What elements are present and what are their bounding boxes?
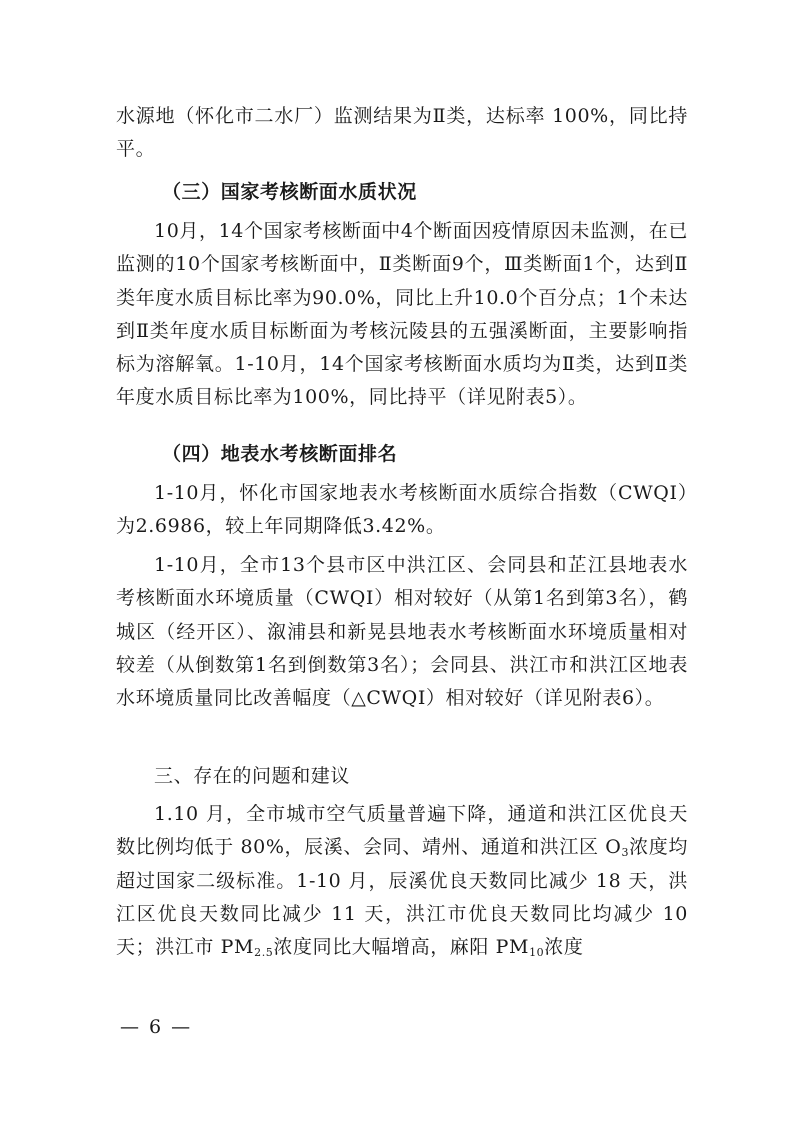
subscript-o3: 3 bbox=[621, 846, 630, 860]
paragraph-national-sections: 10月，14个国家考核断面中4个断面因疫情原因未监测，在已监测的10个国家考核断面中，Ⅱ类断面9个，Ⅲ类断面1个，达到Ⅱ类年度水质目标比率为90.0%，同比上升10.0个百分点；1个未达到Ⅱ类年度水质目标断面为考核沅陵县的五强溪断面，主要影响指标为溶解氧。1-10月，14个国家考核断面水质均为Ⅱ类，达到Ⅱ类年度水质目标比率为100%，同比持平（详见附表5）。 bbox=[116, 220, 688, 409]
paragraph-text-part: 浓度均超过国家二级标准。1-10 月，辰溪优良天数同比减少 18 天，洪江区优良天数同比减少 11 天，洪江市优良天数同比均减少 10 天；洪江市 PM bbox=[116, 836, 688, 959]
paragraph-cwqi-index: 1-10月，怀化市国家地表水考核断面水质综合指数（CWQI）为2.6986，较上年同期降低3.42%。 bbox=[116, 482, 688, 538]
page-number: — 6 — bbox=[120, 1016, 193, 1038]
heading-ranking: （四）地表水考核断面排名 bbox=[162, 443, 398, 465]
subscript-pm25: 2.5 bbox=[254, 946, 274, 960]
paragraph-air-quality bbox=[116, 798, 688, 964]
paragraph-water-source: 水源地（怀化市二水厂）监测结果为Ⅱ类，达标率 100%，同比持平。 bbox=[116, 105, 688, 161]
paragraph-text-part: 浓度同比大幅增高，麻阳 PM bbox=[273, 936, 530, 959]
paragraph-text-part: 浓度 bbox=[544, 936, 584, 959]
subscript-pm10: 10 bbox=[529, 946, 545, 960]
paragraph-county-ranking: 1-10月，全市13个县市区中洪江区、会同县和芷江县地表水考核断面水环境质量（CWQI）相对较好（从第1名到第3名），鹤城区（经开区）、溆浦县和新晃县地表水考核断面水环境质量相对较差（从倒数第1名到倒数第3名）；会同县、洪江市和洪江区地表水环境质量同比改善幅度（△CWQI）相对较好（详见附表6）。 bbox=[116, 554, 688, 710]
paragraph-text-part: 1.10 月，全市城市空气质量普遍下降，通道和洪江区优良天数比例均低于 80%，辰溪、会同、靖州、通道和洪江区 O bbox=[116, 803, 688, 859]
heading-problems-suggestions: 三、存在的问题和建议 bbox=[154, 765, 351, 787]
heading-national-sections: （三）国家考核断面水质状况 bbox=[162, 181, 417, 203]
